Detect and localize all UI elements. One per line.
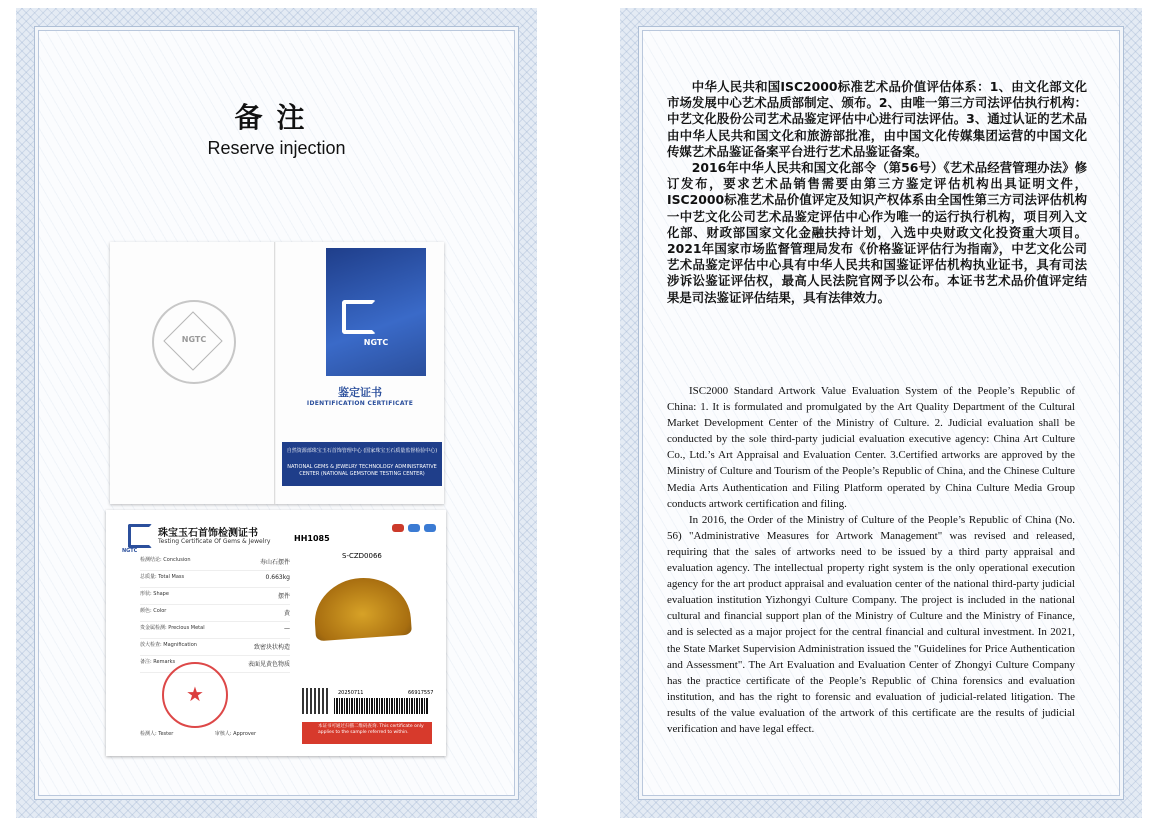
cover-blue-panel bbox=[326, 248, 426, 376]
ngtc-seal-icon bbox=[152, 300, 236, 384]
page-title-en: Reserve injection bbox=[207, 138, 346, 158]
cover-title-en: IDENTIFICATION CERTIFICATE bbox=[306, 400, 414, 407]
cma-badge-icon bbox=[392, 524, 404, 532]
shoushan-stone-photo bbox=[312, 575, 412, 642]
en-paragraph: In 2016, the Order of the Ministry of Culture of the People’s Republic of China (No. 56) "Administrative Measures for Artwork Management" was revised and released, requiring that the sales of artworks need to be issued by a third party appraisal and evaluation agency. The intellectual property right system is the only operational execution agency for the art product appraisal and evaluation center of the national third-party judicial evaluation institution Yizhongyi Culture Company. The project is included in the national cultural and financial support plan of the Ministry of Culture and the Ministry of Finance, and is selected as a major project for the central financial and cultural investment. In 2021, the State Market Supervision Administration issued the "Guidelines for Price Authentication and Assessment". The Art Evaluation and Evaluation Center of Zhongyi Culture Company has the practice certificate of the People’s Republic of China forensics and evaluation institution, and has the right to forensic and evaluation of judicial-related litigation. The results of the value evaluation of the artwork of this certificate are the results of judicial verification and have legal effect. bbox=[667, 513, 1075, 735]
seal-text: NGTC bbox=[181, 335, 207, 344]
accreditation-badges bbox=[392, 524, 436, 532]
page-title-cn: 备注 bbox=[234, 101, 319, 134]
cn-paragraph: 2016年中华人民共和国文化部令（第56号）《艺术品经营管理办法》修订发布，要求艺术品销售需要由第三方鉴定评估机构出具证明文件，ISC2000标准艺术品价值评定及知识产权体系由全国性第三方司法评估机构一中艺文化公司艺术品鉴定评估中心作为唯一的运行执行机构，项目列入文化部、财政部国家文化金融扶持计划，入选中央财政文化投资重大项目。2021年国家市场监督管理局发布《价格鉴证评估行为指南》，中艺文化公司艺术品鉴定评估中心具有中华人民共和国鉴证评估机构执业证书，具有司法涉诉讼鉴证评估权，最高人民法院官网予以公布。本证书艺术品价值评定结果是司法鉴证评估结果，具有法律效力。 bbox=[667, 160, 1087, 305]
row-value: 寿山石摆件 bbox=[259, 559, 290, 566]
booklet-left-page bbox=[110, 242, 275, 504]
ilac-badge-icon bbox=[424, 524, 436, 532]
cert-row bbox=[140, 588, 290, 605]
barcode-icon bbox=[334, 698, 428, 714]
row-label: 形状: Shape bbox=[140, 591, 169, 597]
cover-footer-en: NATIONAL GEMS & JEWELRY TECHNOLOGY ADMINISTRATIVE CENTER (NATIONAL GEMSTONE TESTING CENTER) bbox=[287, 464, 437, 477]
cn-paragraph: 中华人民共和国ISC2000标准艺术品价值评估体系：1、由文化部文化市场发展中心艺术品质部制定、颁布。2、由唯一第三方司法评估执行机构：中艺文化股份公司艺术品鉴定评估中心进行司法评估。3、通过认证的艺术品由中华人民共和国文化和旅游部批准，由中国文化传媒集团运营的中国文化传媒艺术品鉴证备案平台进行艺术品鉴证备案。 bbox=[667, 79, 1087, 159]
row-label: 检测结论: Conclusion bbox=[140, 557, 191, 563]
row-value: — bbox=[284, 625, 290, 632]
left-page bbox=[16, 8, 537, 818]
testing-certificate-photo bbox=[106, 510, 446, 756]
row-label: 放大检查: Magnification bbox=[140, 642, 197, 648]
booklet-cover bbox=[276, 242, 444, 504]
row-value: 0.663kg bbox=[265, 574, 290, 581]
cert-title-en: Testing Certificate Of Gems & Jewelry bbox=[158, 538, 271, 545]
item-code: S-CZD0066 bbox=[342, 552, 382, 560]
ngtc-logo-icon bbox=[342, 300, 376, 334]
barcode-right-number: 66917557 bbox=[408, 690, 434, 696]
star-icon: ★ bbox=[186, 682, 204, 706]
row-label: 总质量: Total Mass bbox=[140, 574, 185, 580]
tester-label: 检测人: Tester bbox=[140, 731, 174, 737]
cover-footer-cn: 自然资源部珠宝玉石首饰管理中心 (国家珠宝玉石质量监督检验中心) bbox=[286, 448, 438, 454]
right-page bbox=[620, 8, 1142, 818]
cert-row bbox=[140, 622, 290, 639]
row-label: 颜色: Color bbox=[140, 608, 167, 614]
english-statement bbox=[667, 383, 1075, 737]
row-value: 摆件 bbox=[277, 593, 290, 600]
cover-logo-text: NGTC bbox=[363, 338, 389, 347]
ngtc-logo-icon bbox=[128, 524, 152, 548]
cert-number: HH1085 bbox=[294, 534, 330, 543]
row-value: 致密块状构造 bbox=[253, 644, 290, 651]
cert-title-cn: 珠宝玉石首饰检测证书 bbox=[158, 528, 258, 539]
en-paragraph: ISC2000 Standard Artwork Value Evaluation System of the People’s Republic of China: 1. It is formulated and promulgated by the Art Quality Department of the Cultural Market Development Center of the Ministry of Culture. 2. Judicial evaluation shall be conducted by the sole third-party judicial evaluation executive agency: China Art Culture Co., Ltd.’s Art Appraisal and Evaluation Center. 3.Certified artworks are approved by the Ministry of Culture and Tourism of the People’s Republic of China, and the Chinese Culture Media Arts Authentication and Filing Platform operated by China Culture Media Group conducts artwork certification and filing. bbox=[667, 385, 1075, 510]
cover-footer bbox=[282, 442, 442, 486]
chinese-statement bbox=[667, 79, 1087, 306]
cnas-badge-icon bbox=[408, 524, 420, 532]
cert-row bbox=[140, 605, 290, 622]
cert-row bbox=[140, 554, 290, 571]
cert-row bbox=[140, 639, 290, 656]
signature-line bbox=[140, 730, 290, 737]
cert-logo-text: NGTC bbox=[122, 548, 138, 554]
red-official-stamp bbox=[162, 662, 228, 728]
barcode-left-number: 20250711 bbox=[338, 690, 364, 696]
certificate-booklet-photo bbox=[110, 242, 444, 504]
row-value: 表面见黄色物质 bbox=[247, 661, 290, 668]
cert-fields bbox=[140, 554, 290, 673]
row-label: 备注: Remarks bbox=[140, 659, 176, 665]
approver-label: 审核人: Approver bbox=[214, 731, 256, 737]
qr-code-icon bbox=[302, 688, 328, 714]
warning-strip: 本证书可通过扫描二维码查询. This certificate only applies to the sample referred to within. bbox=[302, 722, 432, 744]
cover-title-cn: 鉴定证书 bbox=[338, 386, 382, 399]
cert-row bbox=[140, 571, 290, 588]
row-label: 贵金属检测: Precious Metal bbox=[140, 625, 205, 631]
row-value: 黄 bbox=[283, 610, 290, 617]
